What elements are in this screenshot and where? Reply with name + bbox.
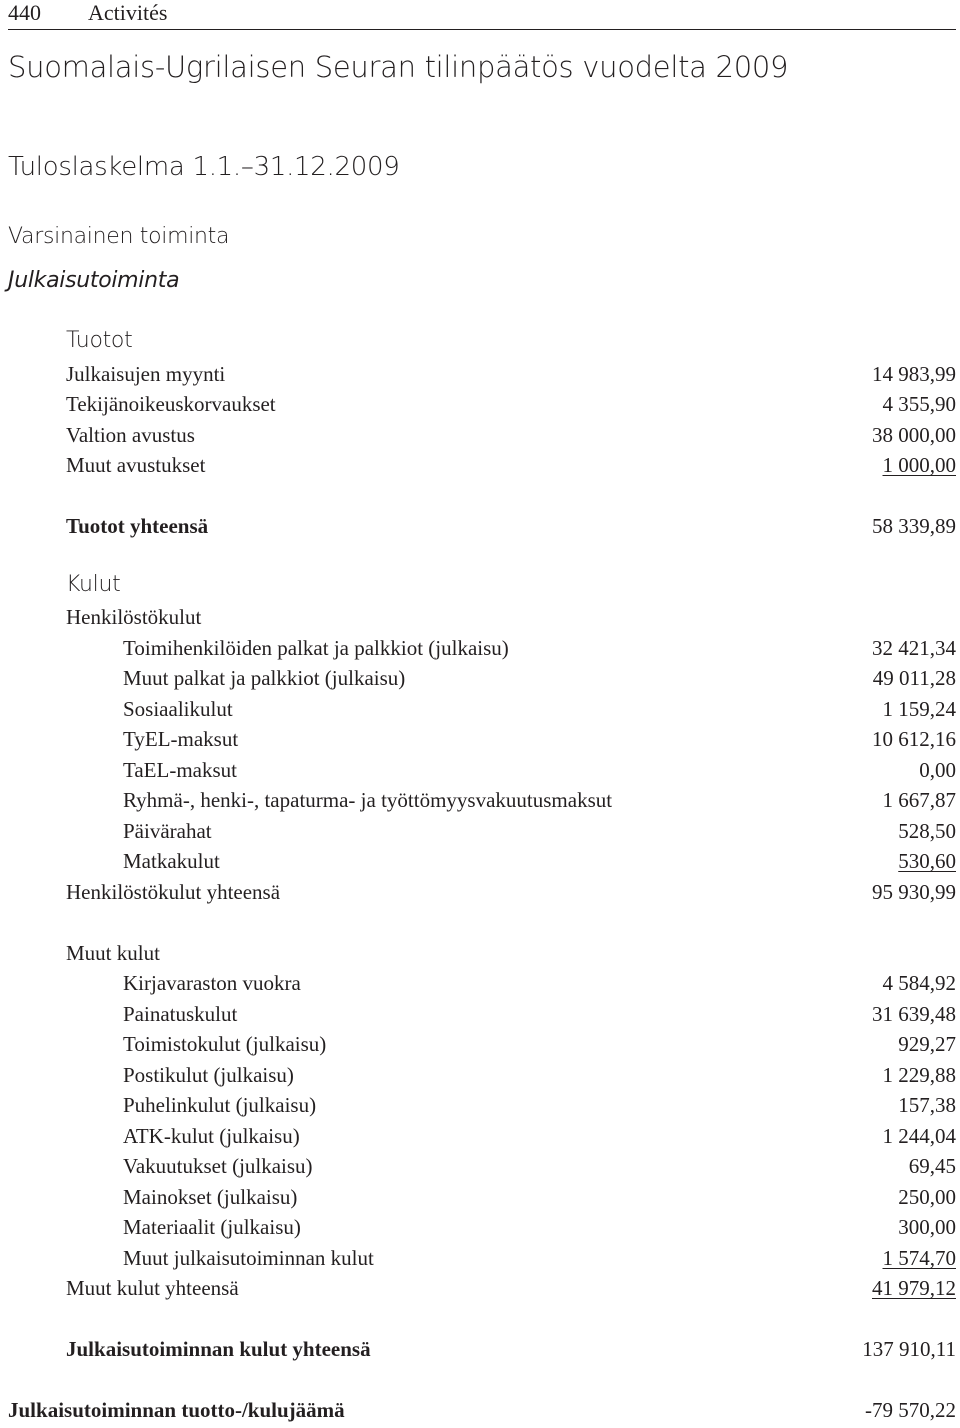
- row-value: 530,60: [898, 849, 956, 873]
- row-value: 1 000,00: [882, 453, 956, 477]
- table-row: [0, 1060, 956, 1090]
- total-value: 58 339,89: [872, 514, 956, 538]
- row-value: 1 159,24: [882, 697, 956, 721]
- table-row: [0, 420, 956, 450]
- table-row: [0, 389, 956, 419]
- row-value: 10 612,16: [872, 727, 956, 751]
- table-row: [0, 999, 956, 1029]
- running-header: [8, 0, 167, 26]
- table-row: [0, 724, 956, 754]
- row-value: 1 229,88: [882, 1063, 956, 1087]
- result-row: [0, 1395, 956, 1425]
- henkilosto-total-row: [0, 877, 956, 907]
- running-section: Activités: [88, 0, 168, 25]
- table-row: [0, 816, 956, 846]
- row-label: TaEL-maksut: [123, 758, 237, 782]
- table-row: [0, 755, 956, 785]
- total-label: Tuotot yhteensä: [66, 514, 209, 538]
- row-label: Sosiaalikulut: [123, 697, 233, 721]
- row-label: Vakuutukset (julkaisu): [123, 1154, 313, 1178]
- row-value: 300,00: [898, 1215, 956, 1239]
- total-label: Muut kulut yhteensä: [66, 1276, 239, 1300]
- row-label: Muut julkaisutoiminnan kulut: [123, 1246, 374, 1270]
- result-label: Julkaisutoiminnan tuotto-/kulujäämä: [8, 1398, 345, 1422]
- table-row: [0, 1121, 956, 1151]
- total-value: 95 930,99: [872, 880, 956, 904]
- page-number: 440: [8, 0, 41, 25]
- total-value: 137 910,11: [862, 1337, 956, 1361]
- row-label: Valtion avustus: [66, 423, 195, 447]
- table-row: [0, 1090, 956, 1120]
- row-value: 157,38: [898, 1093, 956, 1117]
- row-label: Muut palkat ja palkkiot (julkaisu): [123, 666, 406, 690]
- row-value: 38 000,00: [872, 423, 956, 447]
- table-row: [0, 1151, 956, 1181]
- table-row: [0, 663, 956, 693]
- row-label: Puhelinkulut (julkaisu): [123, 1093, 317, 1117]
- kulut-heading: Kulut: [66, 572, 121, 597]
- row-value: 250,00: [898, 1185, 956, 1209]
- row-value: 4 584,92: [882, 971, 956, 995]
- muut-heading-row: [0, 938, 956, 968]
- row-value: 14 983,99: [872, 362, 956, 386]
- row-label: TyEL-maksut: [123, 727, 239, 751]
- total-value: 41 979,12: [872, 1276, 956, 1300]
- row-label: Mainokset (julkaisu): [123, 1185, 298, 1209]
- table-row: [0, 1212, 956, 1242]
- row-label: Toimihenkilöiden palkat ja palkkiot (julkaisu): [123, 636, 509, 660]
- row-value: 32 421,34: [872, 636, 956, 660]
- table-row: [0, 785, 956, 815]
- row-value: 49 011,28: [872, 666, 956, 690]
- row-value: 31 639,48: [872, 1002, 956, 1026]
- row-label: Tekijänoikeuskorvaukset: [66, 392, 276, 416]
- row-label: Toimistokulut (julkaisu): [123, 1032, 327, 1056]
- row-label: Postikulut (julkaisu): [123, 1063, 294, 1087]
- table-row: [0, 694, 956, 724]
- tuotot-total-row: [0, 511, 956, 541]
- row-label: Julkaisujen myynti: [66, 362, 226, 386]
- table-row: [0, 1243, 956, 1273]
- row-value: 929,27: [898, 1032, 956, 1056]
- row-value: 1 574,70: [882, 1246, 956, 1270]
- table-row: [0, 450, 956, 480]
- row-label: Päivärahat: [123, 819, 212, 843]
- table-row: [0, 846, 956, 876]
- kulut-total-row: [0, 1334, 956, 1364]
- section-heading: Varsinainen toiminta: [8, 224, 230, 249]
- table-row: [0, 359, 956, 389]
- row-label: Painatuskulut: [123, 1002, 238, 1026]
- henkilosto-heading-row: [0, 602, 956, 632]
- table-row: [0, 968, 956, 998]
- row-value: 4 355,90: [882, 392, 956, 416]
- row-label: Kirjavaraston vuokra: [123, 971, 301, 995]
- tuotot-heading: Tuotot: [66, 328, 133, 353]
- result-value: -79 570,22: [865, 1398, 956, 1422]
- row-value: 528,50: [898, 819, 956, 843]
- row-label: ATK-kulut (julkaisu): [123, 1124, 300, 1148]
- total-label: Julkaisutoiminnan kulut yhteensä: [66, 1337, 371, 1361]
- henkilosto-heading: Henkilöstökulut: [66, 605, 202, 629]
- table-row: [0, 1029, 956, 1059]
- header-rule: [8, 29, 956, 30]
- row-value: 1 667,87: [882, 788, 956, 812]
- row-label: Ryhmä-, henki-, tapaturma- ja työttömyysvakuutusmaksut: [123, 788, 613, 812]
- subsection-heading: Julkaisutoiminta: [8, 268, 180, 293]
- row-label: Materiaalit (julkaisu): [123, 1215, 301, 1239]
- row-value: 0,00: [919, 758, 956, 782]
- table-row: [0, 1182, 956, 1212]
- row-value: 69,45: [908, 1154, 956, 1178]
- page-title: Suomalais-Ugrilaisen Seuran tilinpäätös vuodelta 2009: [8, 50, 789, 84]
- row-value: 1 244,04: [882, 1124, 956, 1148]
- table-row: [0, 633, 956, 663]
- muut-total-row: [0, 1273, 956, 1303]
- muut-heading: Muut kulut: [66, 941, 160, 965]
- row-label: Matkakulut: [123, 849, 220, 873]
- total-label: Henkilöstökulut yhteensä: [66, 880, 281, 904]
- statement-title: Tuloslaskelma 1.1.–31.12.2009: [8, 152, 400, 182]
- row-label: Muut avustukset: [66, 453, 206, 477]
